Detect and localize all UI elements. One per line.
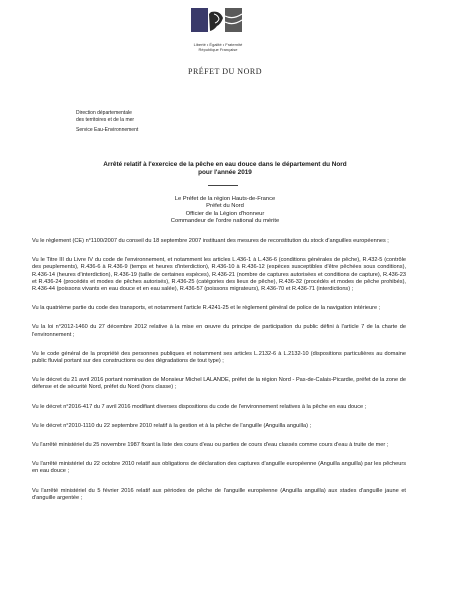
recital-paragraph: Vu la quatrième partie du code des transports, et notamment l'article R.4241-25 et le règlement général de police de la navigation intérieure ;: [32, 305, 381, 312]
service-label: Service Eau-Environnement: [76, 127, 139, 133]
authority-line-1: Le Préfet de la région Hauts-de-France: [174, 196, 276, 202]
recital-paragraph: Vu l'arrêté ministériel du 25 novembre 1987 fixant la liste des cours d'eau ou parties de cours d'eau classés comme cours d'eau à truite de mer ;: [32, 442, 389, 449]
recital-paragraph: Vu le Titre III du Livre IV du code de l'environnement, et notamment les articles L.436-1 à L.436-6 (conditions générales de pêche), R.432-5 (contrôle des peuplements), R.436-6 à R.436-9 (temps et heures d'interdiction), R.436-10 à R.436-12 (espèces susceptibles d'être pêchées sous conditions), R.436-14 (heures d'interdiction), R.436-19 (taille de certaines espèces), R.436-21 (nombre de captures autorisées et conditions de capture), R.436-23 et R.436-24 (procédés et modes de pêches autorisés), R.436-25 (catégories des lieux de pêche), R.436-32 (procédés et modes de pêche prohibés), R.436-44 (poissons vivants en eau douce et en eau salée), R.436-57 (poissons migrateurs), R.436-70 et R.436-71 (interdictions) ;: [32, 257, 406, 293]
recital-paragraph: Vu le code général de la propriété des personnes publiques et notamment ses articles L.2132-6 à L.2132-10 (dispositions particulières au domaine public fluvial portant sur des constructions ou des dégradations de tout type) ;: [32, 350, 406, 365]
republic-label: République Française: [198, 47, 238, 52]
authority-line-2: Préfet du Nord: [206, 203, 244, 210]
title-line-1: Arrêté relatif à l'exercice de la pêche en eau douce dans le département du Nord: [103, 161, 347, 168]
document-title: [60, 161, 390, 177]
prefet-heading: PRÉFET DU NORD: [188, 67, 262, 76]
recital-paragraph: Vu l'arrêté ministériel du 22 octobre 2010 relatif aux obligations de déclaration des captures d'anguille européenne (Anguilla anguilla) par les pêcheurs en eau douce ;: [32, 461, 406, 475]
authority-block: [110, 196, 340, 225]
direction-block: [76, 110, 134, 124]
title-divider: [208, 185, 238, 186]
republic-motto: Liberté • Égalité • Fraternité: [193, 42, 243, 47]
recital-paragraph: Vu la loi n°2012-1460 du 27 décembre 2012 relative à la mise en œuvre du principe de participation du public défini à l'article 7 de la charte de l'environnement ;: [32, 324, 406, 338]
recital-paragraph: Vu le règlement (CE) n°1100/2007 du conseil du 18 septembre 2007 instituant des mesures de reconstitution du stock d'anguilles européennes ;: [32, 238, 389, 244]
direction-line-2: des territoires et de la mer: [76, 117, 135, 123]
recital-paragraph: Vu l'arrêté ministériel du 5 février 2016 relatif aux périodes de pêche de l'anguille européenne (Anguilla anguilla) aux stades d'anguille jaune et d'anguille argentée ;: [32, 487, 406, 501]
direction-line-1: Direction départementale: [76, 110, 132, 116]
authority-line-4: Commandeur de l'ordre national du mérite: [170, 217, 280, 224]
authority-line-3: Officier de la Légion d'honneur: [185, 210, 265, 217]
recital-paragraph: Vu le décret n°2010-1110 du 22 septembre 2010 relatif à la gestion et à la pêche de l'anguille (Anguilla anguilla) ;: [32, 422, 312, 429]
title-line-2: pour l'année 2019: [198, 169, 252, 176]
recital-paragraph: Vu le décret n°2016-417 du 7 avril 2016 modifiant diverses dispositions du code de l'environnement relatives à la pêche en eau douce ;: [32, 403, 367, 410]
recital-paragraph: Vu le décret du 21 avril 2016 portant nomination de Monsieur Michel LALANDE, préfet de la région Nord - Pas-de-Calais-Picardie, préfet de la zone de défense et de sécurité Nord, préfet du Nord (hors classe) ;: [32, 377, 406, 391]
recitals: [32, 238, 406, 514]
